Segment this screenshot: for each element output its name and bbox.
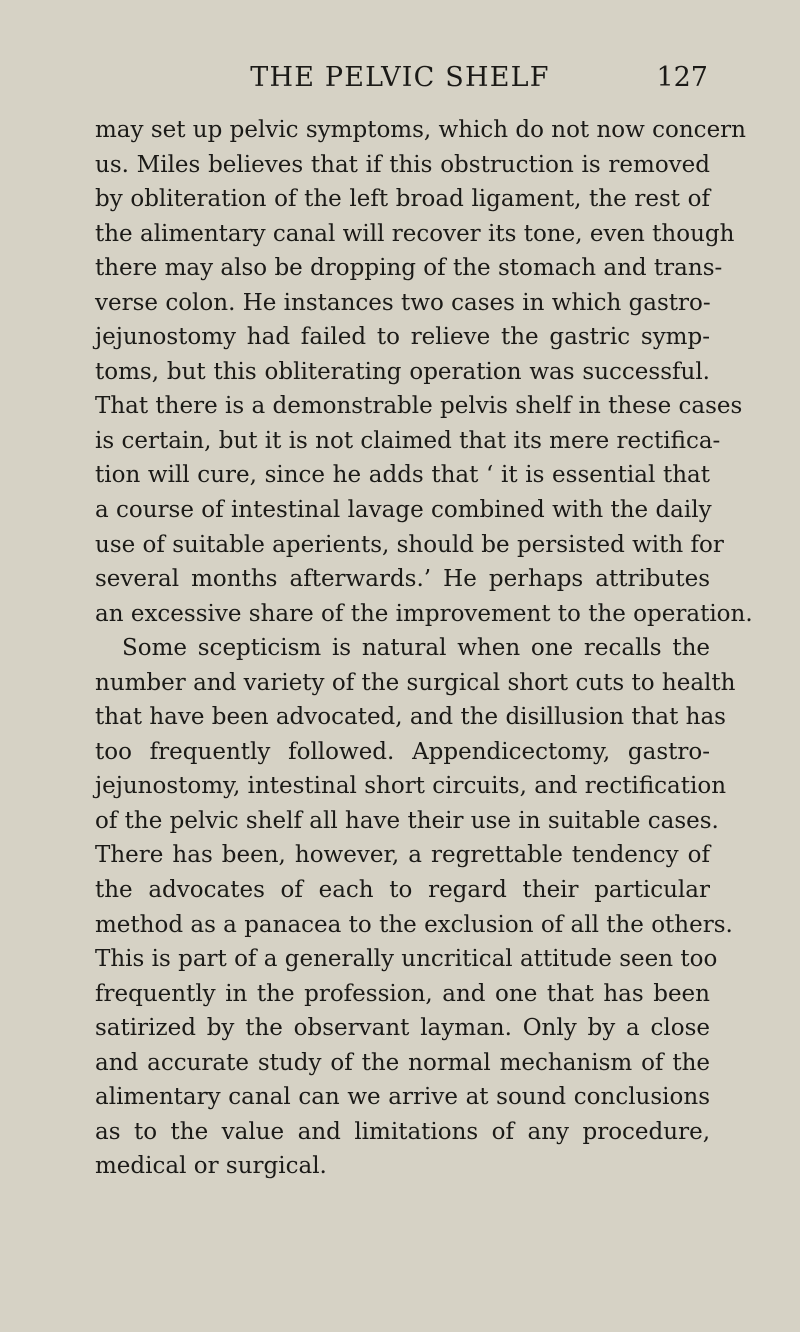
text-line: that have been advocated, and the disillusion that has xyxy=(95,704,726,731)
text-line: verse colon. He instances two cases in which gastro- xyxy=(95,289,711,316)
page-number: 127 xyxy=(656,62,708,93)
text-line: the advocates of each to regard their particular xyxy=(95,877,710,904)
text-line: an excessive share of the improvement to the operation. xyxy=(95,600,753,627)
text-line: is certain, but it is not claimed that its mere rectifica- xyxy=(95,427,721,454)
text-line: there may also be dropping of the stomach and trans- xyxy=(95,255,723,282)
text-line: a course of intestinal lavage combined with the daily xyxy=(95,497,712,524)
running-title: THE PELVIC SHELF xyxy=(250,62,550,93)
text-line: jejunostomy had failed to relieve the gastric symp- xyxy=(95,324,710,351)
paragraph-first-line: Some scepticism is natural when one recalls the xyxy=(122,635,710,662)
paragraph-last-line: medical or surgical. xyxy=(95,1153,327,1180)
text-line: That there is a demonstrable pelvis shelf in these cases xyxy=(95,393,743,420)
text-line: satirized by the observant layman. Only by a close xyxy=(95,1015,710,1042)
text-line: toms, but this obliterating operation was successful. xyxy=(95,358,710,385)
text-line: There has been, however, a regrettable tendency of xyxy=(95,842,710,869)
text-line: as to the value and limitations of any procedure, xyxy=(95,1118,710,1145)
text-line: frequently in the profession, and one that has been xyxy=(95,980,710,1007)
text-line: the alimentary canal will recover its tone, even though xyxy=(95,220,735,247)
text-line: may set up pelvic symptoms, which do not now concern xyxy=(95,117,746,143)
text-line: alimentary canal can we arrive at sound conclusions xyxy=(95,1084,710,1111)
text-line: several months afterwards.’ He perhaps attributes xyxy=(95,566,710,593)
text-line: jejunostomy, intestinal short circuits, and rectification xyxy=(95,773,727,800)
text-line: and accurate study of the normal mechanism of the xyxy=(95,1049,710,1076)
text-line: This is part of a generally uncritical attitude seen too xyxy=(95,946,718,973)
body-text xyxy=(95,113,753,1184)
text-line: number and variety of the surgical short cuts to health xyxy=(95,669,736,696)
text-line: too frequently followed. Appendicectomy, gastro- xyxy=(95,738,710,765)
running-head xyxy=(0,58,800,98)
text-line: by obliteration of the left broad ligament, the rest of xyxy=(95,186,710,213)
text-line: of the pelvic shelf all have their use in suitable cases. xyxy=(95,807,719,834)
text-line: tion will cure, since he adds that ‘ it is essential that xyxy=(95,462,710,489)
text-line: use of suitable aperients, should be persisted with for xyxy=(95,531,724,558)
text-line: method as a panacea to the exclusion of all the others. xyxy=(95,911,733,938)
text-line: us. Miles believes that if this obstruction is removed xyxy=(95,151,710,178)
